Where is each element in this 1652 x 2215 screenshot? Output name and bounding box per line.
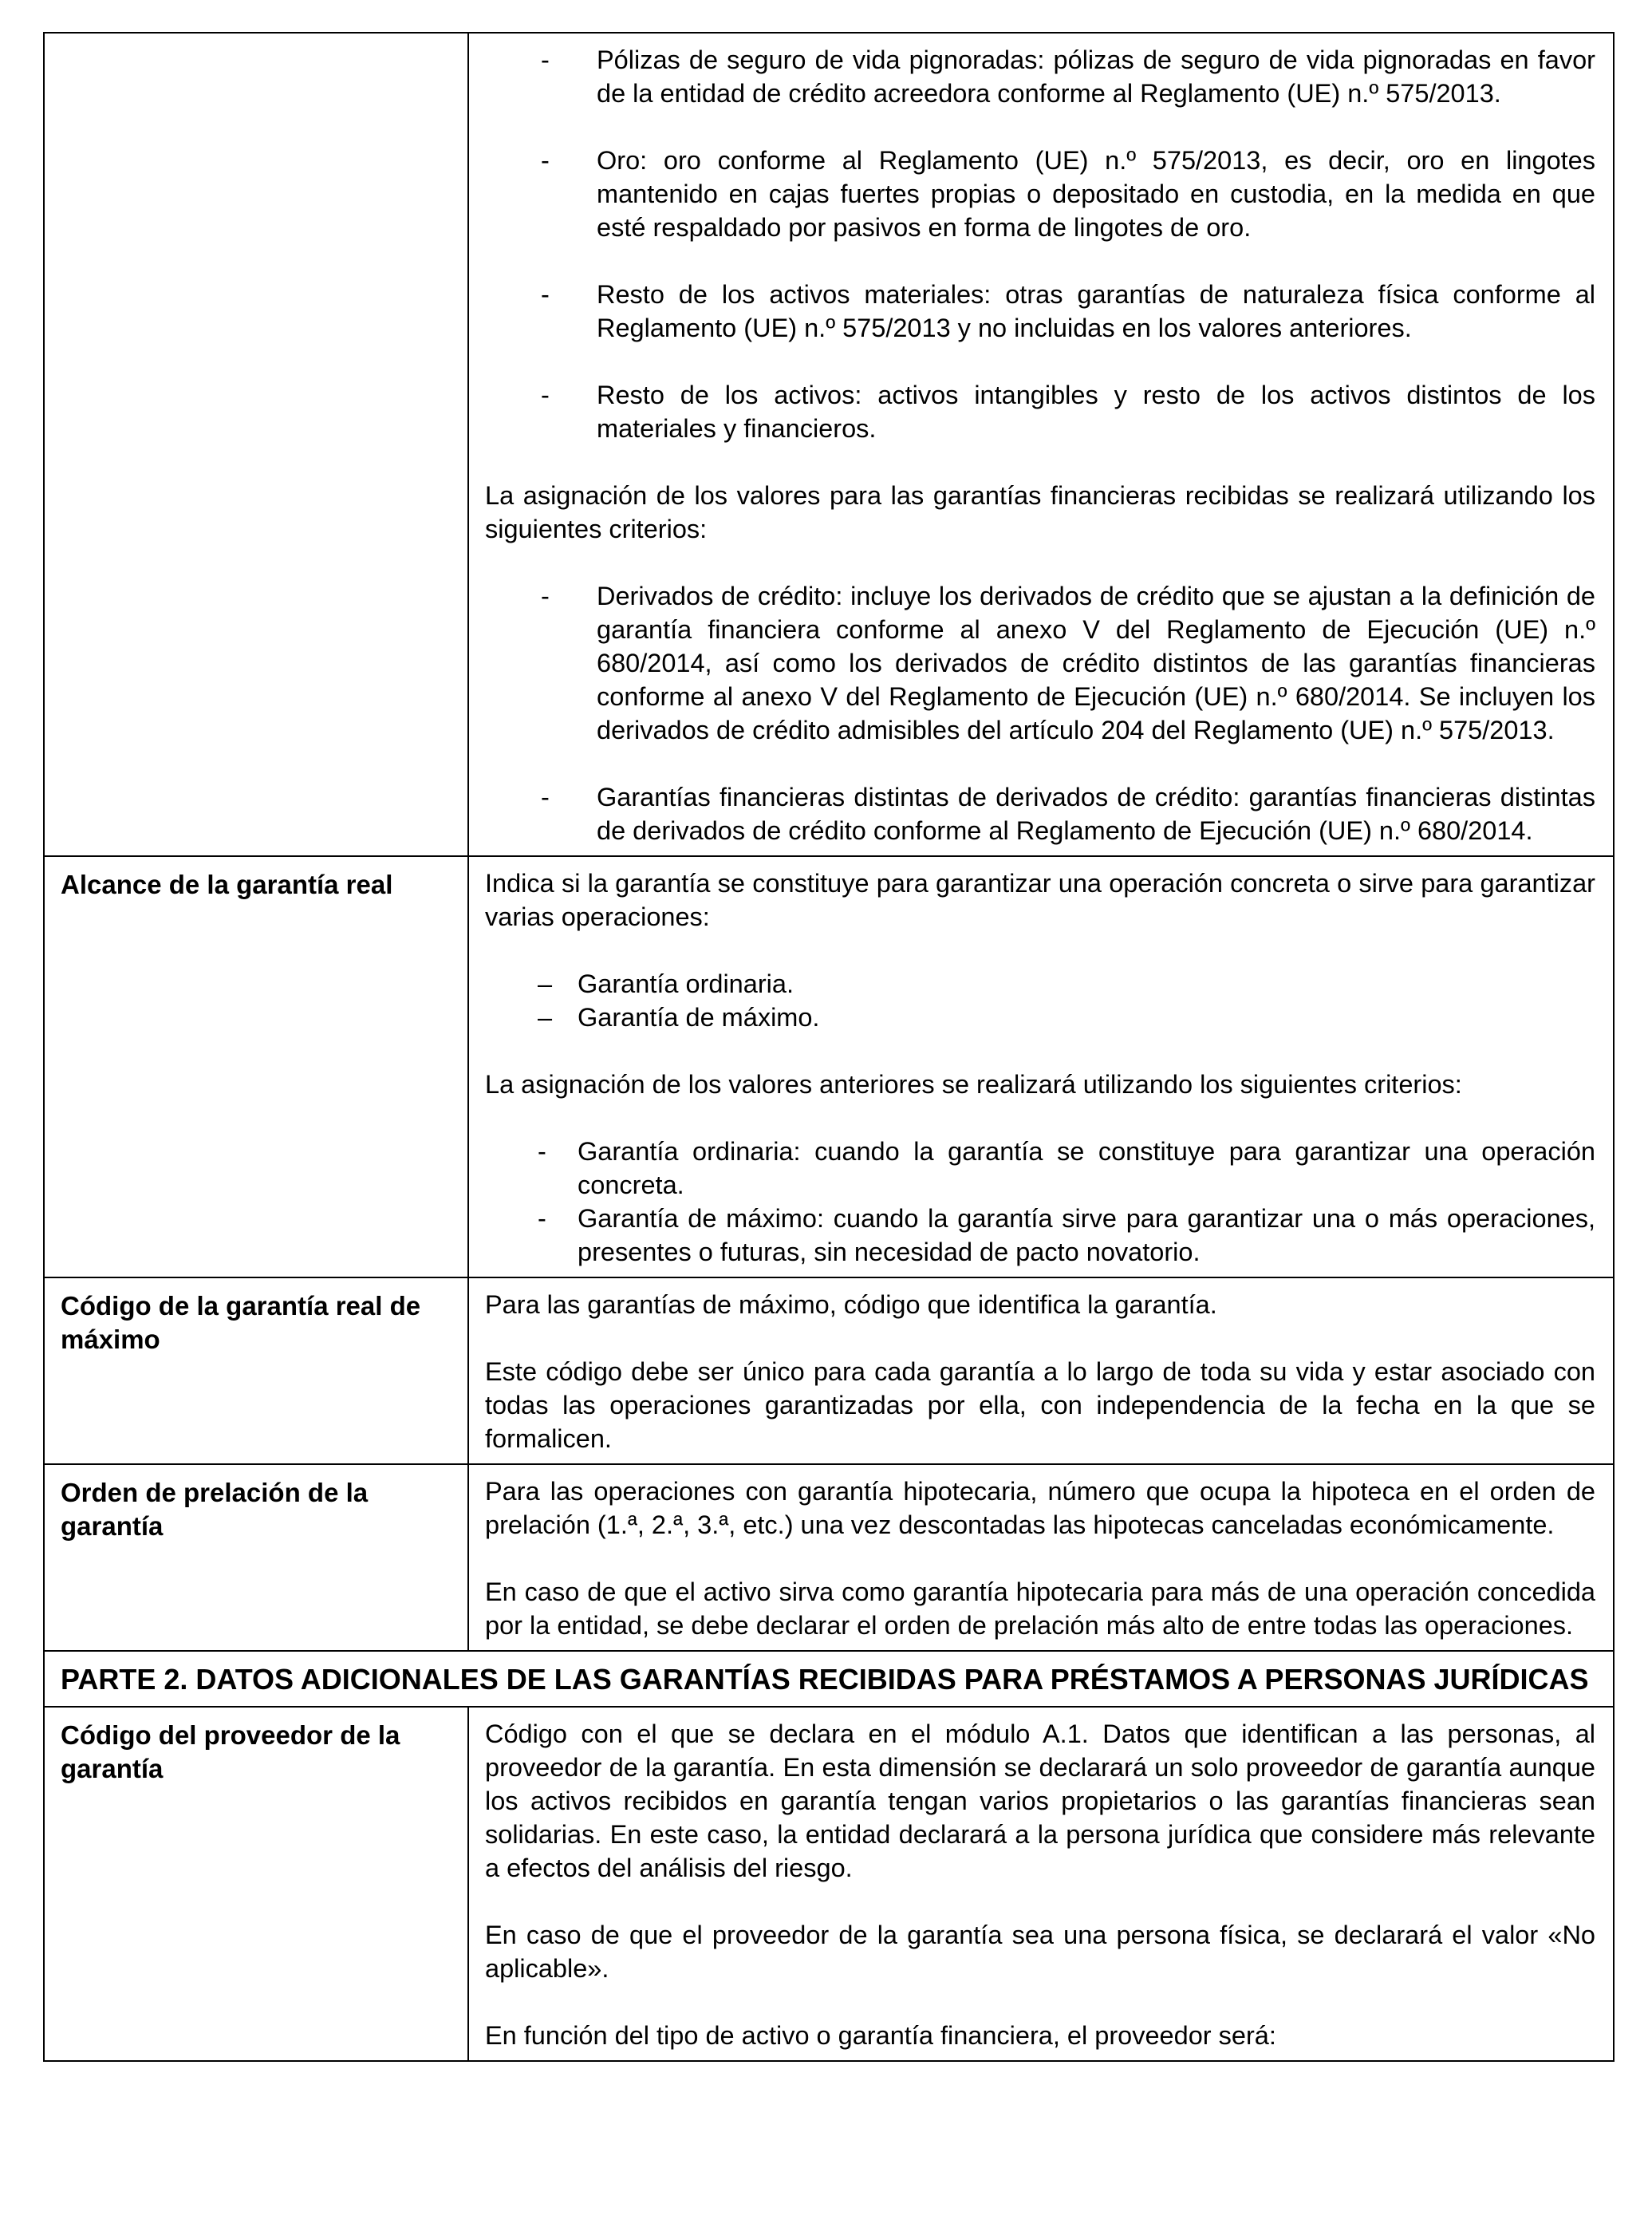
table-row — [44, 1277, 1614, 1464]
row-description-cell — [468, 856, 1614, 1277]
list-item: - Resto de los activos materiales: otras garantías de naturaleza física conforme al Reglamento (UE) n.º 575/2013 y no incluidas en los valores anteriores. — [541, 280, 1595, 342]
table-row — [44, 33, 1614, 856]
paragraph: Indica si la garantía se constituye para garantizar una operación concreta o sirve para garantizar varias operaciones: — [485, 869, 1595, 931]
row-label-cell — [44, 1277, 468, 1464]
list-item: - Garantías financieras distintas de derivados de crédito: garantías financieras distintas de derivados de crédito conforme al Reglamento de Ejecución (UE) n.º 680/2014. — [541, 783, 1595, 845]
row-label-cell — [44, 33, 468, 856]
paragraph: En caso de que el proveedor de la garantía sea una persona física, se declarará el valor «No aplicable». — [485, 1921, 1595, 1983]
paragraph: Este código debe ser único para cada garantía a lo largo de toda su vida y estar asociado con todas las operaciones garantizadas por ella, con independencia de la fecha en la que se formalicen. — [485, 1357, 1595, 1453]
list-item: - Derivados de crédito: incluye los derivados de crédito que se ajustan a la definición de garantía financiera conforme al anexo V del Reglamento de Ejecución (UE) n.º 680/2014, así como los derivados de crédito distintos de las garantías financieras conforme al anexo V del Reglamento de Ejecución (UE) n.º 680/2014. Se incluyen los derivados de crédito admisibles del artículo 204 del Reglamento (UE) n.º 575/2013. — [541, 582, 1595, 744]
table-row — [44, 1707, 1614, 2061]
row-label: Orden de prelación de la garantía — [61, 1478, 369, 1541]
row-description-cell — [468, 1707, 1614, 2061]
row-label-cell — [44, 1707, 468, 2061]
list-item: - Garantía de máximo: cuando la garantía sirve para garantizar una o más operaciones, presentes o futuras, sin necesidad de pacto novatorio. — [538, 1204, 1595, 1266]
row-description-cell — [468, 1464, 1614, 1651]
paragraph: La asignación de los valores para las garantías financieras recibidas se realizará utilizando los siguientes criterios: — [485, 481, 1595, 543]
list-item: - Oro: oro conforme al Reglamento (UE) n.º 575/2013, es decir, oro en lingotes mantenido en cajas fuertes propias o depositado en custodia, en la medida en que esté respaldado por pasivos en forma de lingotes de oro. — [541, 146, 1595, 242]
table-row — [44, 1464, 1614, 1651]
row-label-cell — [44, 856, 468, 1277]
paragraph: La asignación de los valores anteriores se realizará utilizando los siguientes criterios: — [485, 1070, 1462, 1099]
section-heading-row — [44, 1651, 1614, 1707]
paragraph: Para las operaciones con garantía hipotecaria, número que ocupa la hipoteca en el orden de prelación (1.ª, 2.ª, 3.ª, etc.) una vez descontadas las hipotecas canceladas económicamente. — [485, 1477, 1595, 1539]
paragraph: Código con el que se declara en el módulo A.1. Datos que identifican a las personas, al proveedor de la garantía. En esta dimensión se declarará un solo proveedor de garantía aunque los activos recibidos en garantía tengan varios propietarios o las garantías financieras sean solidarias. En este caso, la entidad declarará a la persona jurídica que considere más relevante a efectos del análisis del riesgo. — [485, 1719, 1595, 1882]
paragraph: En caso de que el activo sirva como garantía hipotecaria para más de una operación concedida por la entidad, se debe declarar el orden de prelación más alto de entre todas las operaciones. — [485, 1577, 1595, 1640]
paragraph: Para las garantías de máximo, código que identifica la garantía. — [485, 1290, 1217, 1319]
paragraph: En función del tipo de activo o garantía financiera, el proveedor será: — [485, 2021, 1276, 2050]
definitions-table — [43, 32, 1615, 2062]
row-description-cell — [468, 1277, 1614, 1464]
row-label: Alcance de la garantía real — [61, 870, 393, 899]
list-item: – Garantía de máximo. — [538, 1003, 820, 1032]
list-item: - Pólizas de seguro de vida pignoradas: pólizas de seguro de vida pignoradas en favor de la entidad de crédito acreedora conforme al Reglamento (UE) n.º 575/2013. — [541, 45, 1595, 108]
row-label: Código del proveedor de la garantía — [61, 1720, 400, 1783]
list-item: – Garantía ordinaria. — [538, 969, 794, 998]
list-item: - Garantía ordinaria: cuando la garantía se constituye para garantizar una operación concreta. — [538, 1137, 1595, 1199]
row-label-cell — [44, 1464, 468, 1651]
row-label: Código de la garantía real de máximo — [61, 1291, 421, 1354]
row-description-cell — [468, 33, 1614, 856]
table-row — [44, 856, 1614, 1277]
section-heading: PARTE 2. DATOS ADICIONALES DE LAS GARANTÍAS RECIBIDAS PARA PRÉSTAMOS A PERSONAS JURÍDICAS — [44, 1651, 1614, 1707]
list-item: - Resto de los activos: activos intangibles y resto de los activos distintos de los materiales y financieros. — [541, 381, 1595, 443]
